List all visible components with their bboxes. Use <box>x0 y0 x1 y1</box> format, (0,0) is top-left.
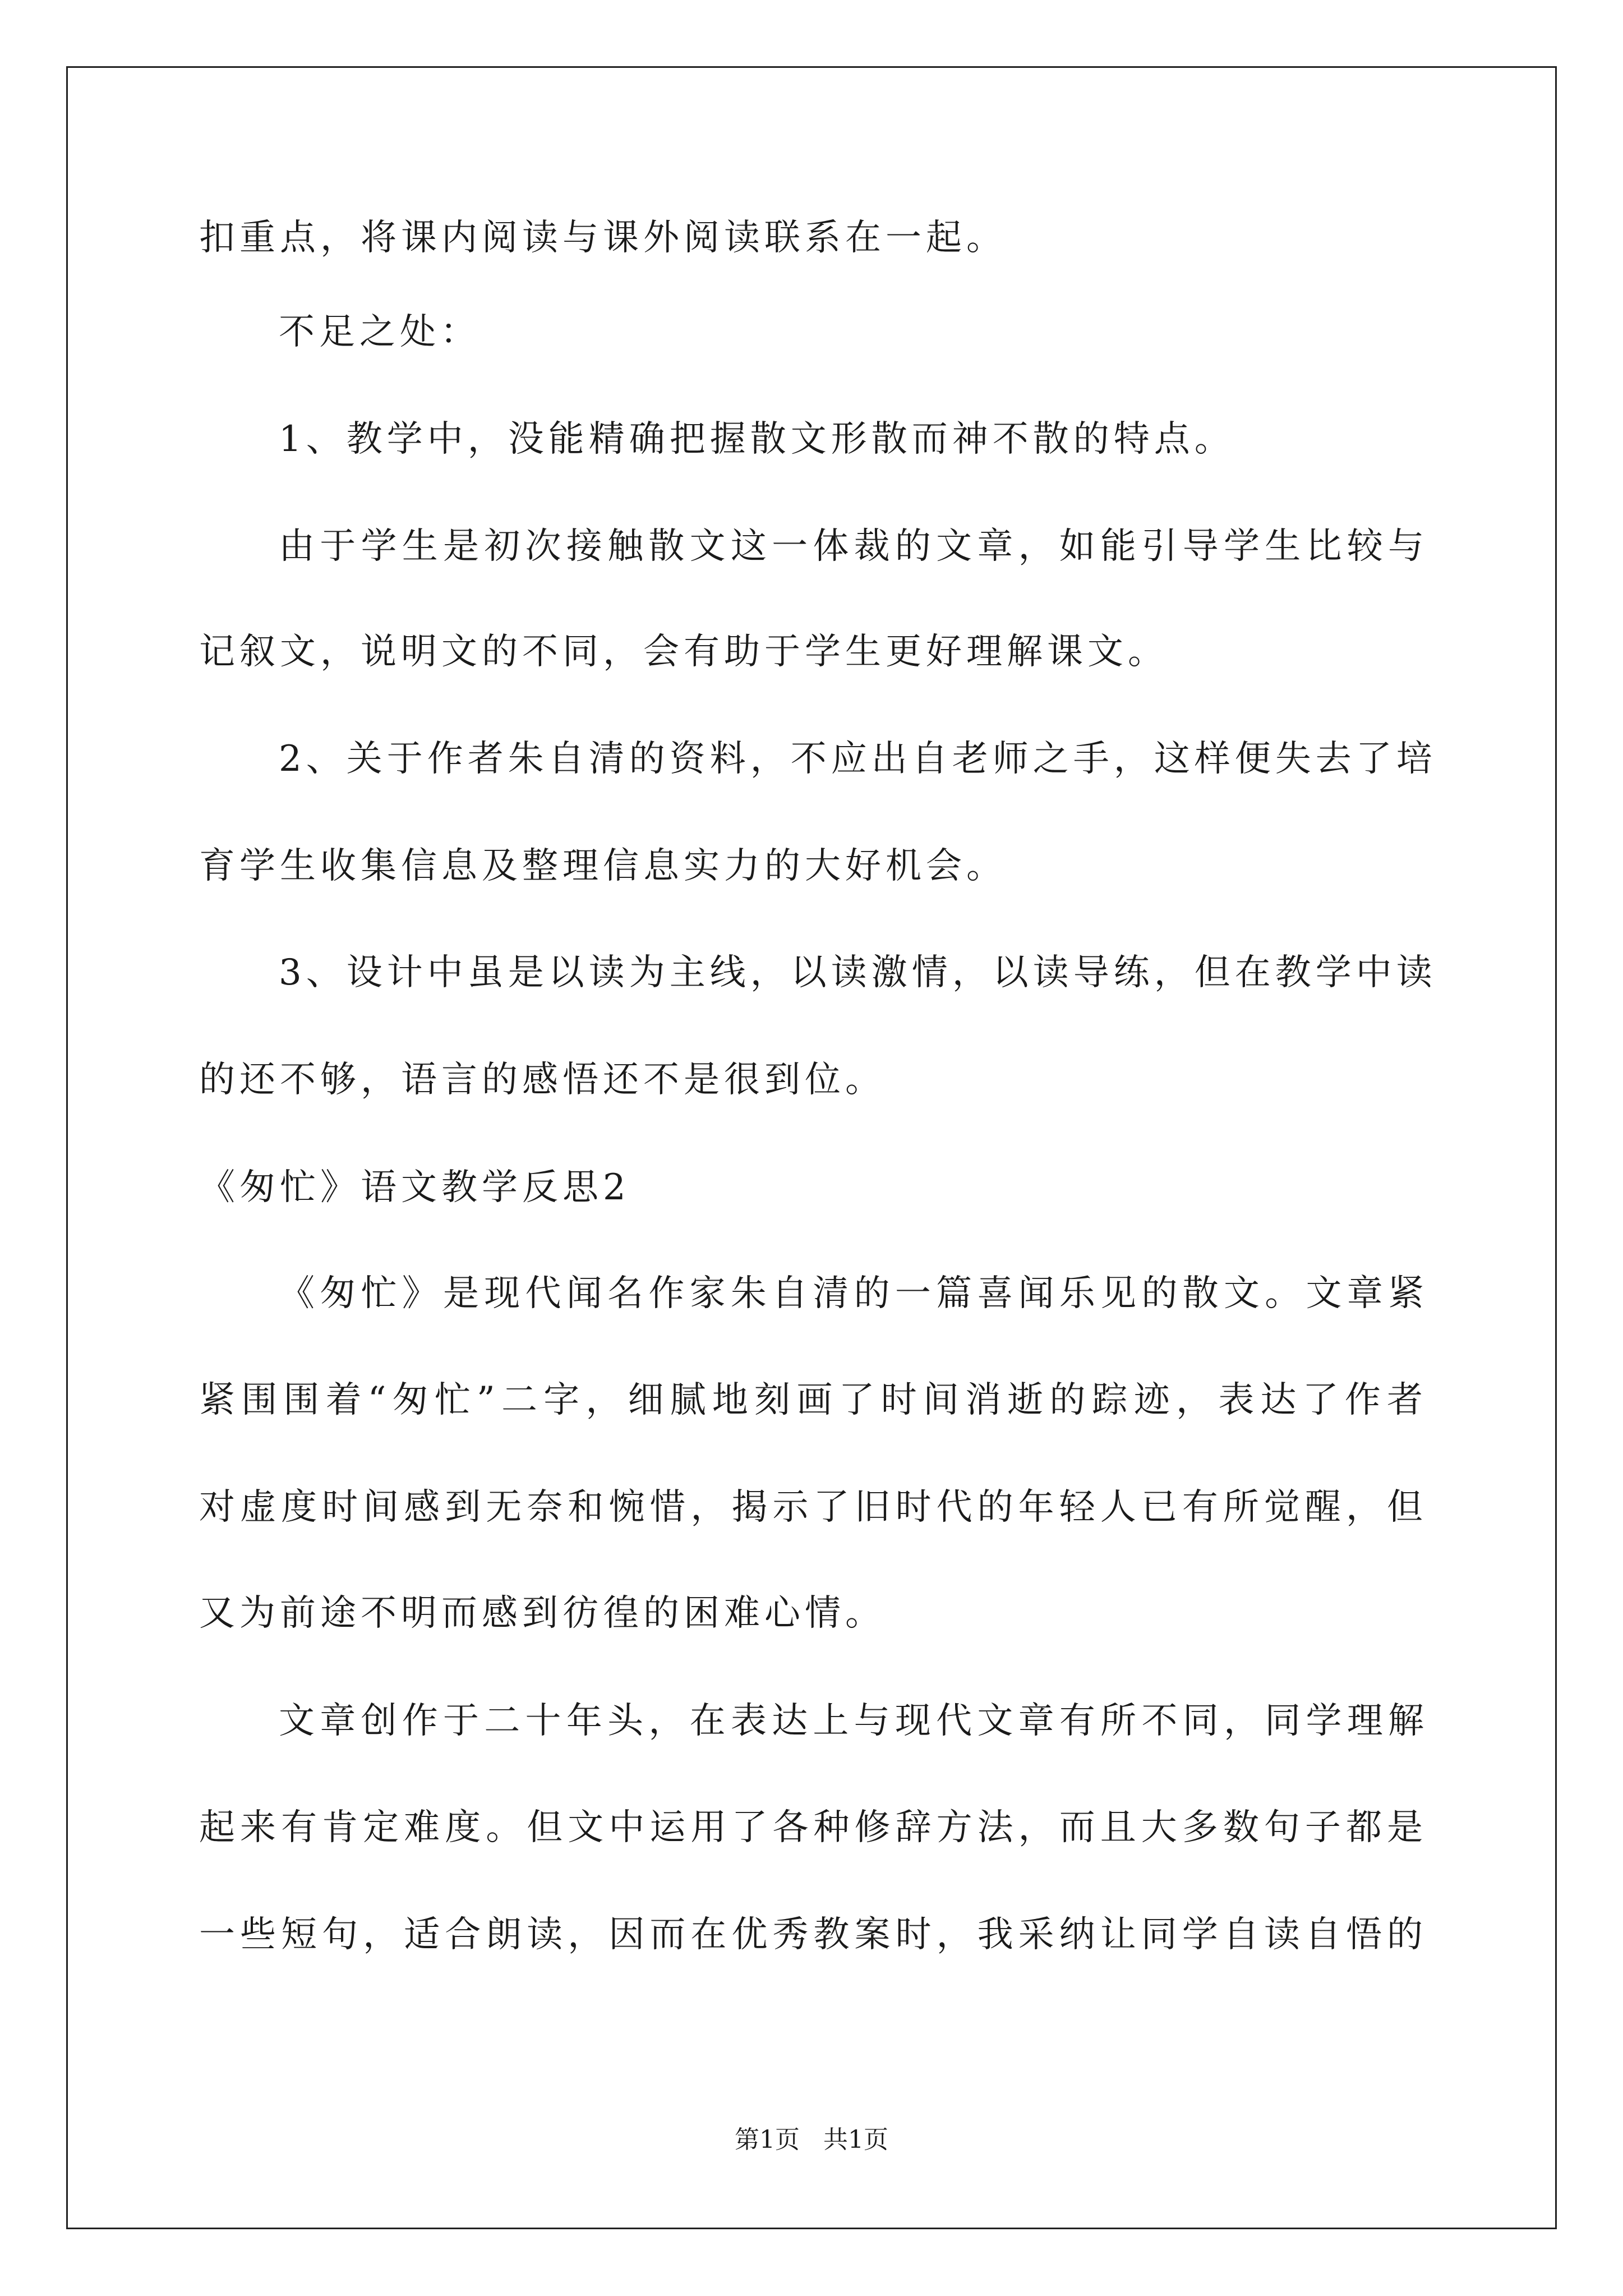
paragraph-line: 《匆忙》是现代闻名作家朱自清的一篇喜闻乐见的散文。文章紧 <box>279 1273 1428 1314</box>
section-heading: 《匆忙》语文教学反思2 <box>199 1167 630 1208</box>
paragraph-line: 的还不够，语言的感悟还不是很到位。 <box>199 1059 886 1101</box>
page-frame <box>66 66 1557 2229</box>
paragraph-line: 2、关于作者朱自清的资料，不应出自老师之手，这样便失去了培 <box>279 738 1437 780</box>
paragraph-line: 紧围围着“匆忙”二字，细腻地刻画了时间消逝的踪迹，表达了作者 <box>199 1379 1427 1421</box>
paragraph-line: 起来有肯定难度。但文中运用了各种修辞方法，而且大多数句子都是 <box>199 1807 1427 1848</box>
paragraph-line: 1、教学中，没能精确把握散文形散而神不散的特点。 <box>279 418 1235 460</box>
paragraph-line: 一些短句，适合朗读，因而在优秀教案时，我采纳让同学自读自悟的 <box>199 1914 1427 1955</box>
paragraph-line: 文章创作于二十年头，在表达上与现代文章有所不同，同学理解 <box>279 1700 1428 1742</box>
page-total: 共1页 <box>823 2125 888 2154</box>
page-footer <box>0 2124 1623 2156</box>
paragraph-line: 又为前途不明而感到彷徨的困难心情。 <box>199 1593 886 1634</box>
paragraph-line: 对虚度时间感到无奈和惋惜，揭示了旧时代的年轻人已有所觉醒，但 <box>199 1487 1427 1528</box>
paragraph-line: 育学生收集信息及整理信息实力的大好机会。 <box>199 845 1007 887</box>
page-number: 第1页 <box>735 2125 800 2154</box>
paragraph-line: 3、设计中虽是以读为主线，以读激情，以读导练，但在教学中读 <box>279 952 1437 993</box>
paragraph-line: 记叙文，说明文的不同，会有助于学生更好理解课文。 <box>199 631 1168 673</box>
paragraph-line: 扣重点，将课内阅读与课外阅读联系在一起。 <box>199 217 1007 259</box>
paragraph-line: 不足之处： <box>279 311 481 353</box>
paragraph-line: 由于学生是初次接触散文这一体裁的文章，如能引导学生比较与 <box>279 526 1428 567</box>
